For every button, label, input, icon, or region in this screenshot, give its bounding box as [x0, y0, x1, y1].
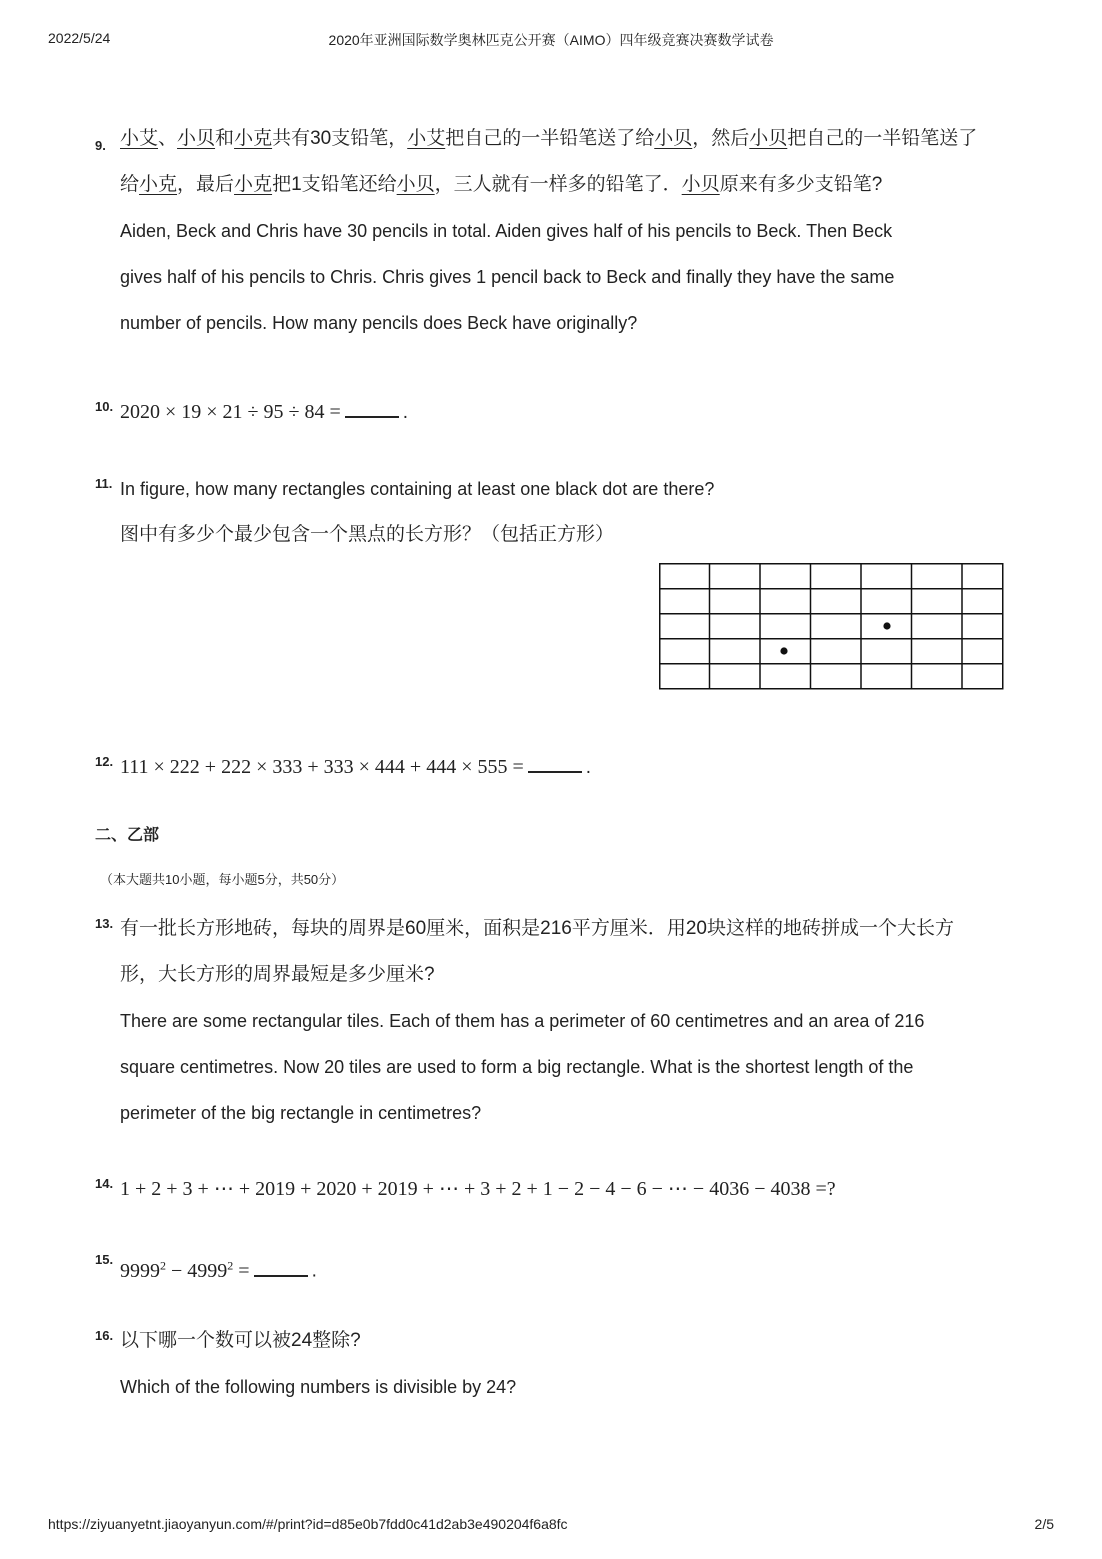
- header-title: 2020年亚洲国际数学奥林匹克公开赛（AIMO）四年级竞赛决赛数学试卷: [328, 32, 774, 48]
- footer-page-number: 2/5: [1034, 1516, 1054, 1532]
- question-number: 14.: [95, 1176, 114, 1191]
- question-9-zh-line-2: [120, 162, 1015, 208]
- text-segment: 原来有多少支铅笔?: [719, 174, 883, 195]
- question-10: [95, 389, 1015, 435]
- question-number: 11.: [95, 476, 113, 491]
- name-beck: 小贝: [749, 128, 788, 149]
- answer-blank: [345, 400, 399, 418]
- answer-blank: [528, 755, 582, 773]
- period: .: [311, 1260, 317, 1282]
- name-chris: 小克: [234, 128, 273, 149]
- text-segment: 把1支铅笔还给: [272, 174, 397, 195]
- text-segment: 、: [158, 128, 178, 149]
- text-segment: 把自己的一半铅笔送了给: [445, 128, 655, 149]
- math-expression: 111 × 222 + 222 × 333 + 333 × 444 + 444 × 555 =: [120, 756, 524, 778]
- header-date: 2022/5/24: [48, 30, 111, 46]
- text-segment: 把自己的一半铅笔送了: [787, 128, 978, 149]
- question-number: 13.: [95, 916, 114, 931]
- question-14: [95, 1166, 1015, 1212]
- black-dot: [883, 622, 890, 629]
- question-13-en-line-2: square centimetres. Now 20 tiles are used to form a big rectangle. What is the shortest length of the: [120, 1057, 914, 1077]
- name-aiden: 小艾: [407, 128, 446, 149]
- operator: =: [238, 1259, 250, 1282]
- question-15: [95, 1242, 1015, 1288]
- section-title: 二、乙部: [95, 827, 160, 844]
- operator: −: [171, 1259, 183, 1282]
- grid-lines: [660, 564, 1003, 689]
- question-16: [95, 1318, 1015, 1410]
- period: .: [585, 757, 592, 778]
- text-segment: 给: [120, 174, 140, 195]
- name-beck: 小贝: [681, 174, 720, 195]
- question-number: 10.: [95, 399, 114, 414]
- name-aiden: 小艾: [120, 128, 159, 149]
- name-beck: 小贝: [177, 128, 216, 149]
- footer-url: https://ziyuanyetnt.jiaoyanyun.com/#/print?id=d85e0b7fdd0c41d2ab3e490204f6a8fc: [48, 1516, 568, 1532]
- question-13-en-line-1: There are some rectangular tiles. Each of them has a perimeter of 60 centimetres and an area of 216: [120, 1011, 925, 1031]
- question-16-zh: 以下哪一个数可以被24整除?: [120, 1330, 361, 1351]
- question-number: 9.: [95, 138, 106, 153]
- question-9-en-line-2: gives half of his pencils to Chris. Chris gives 1 pencil back to Beck and finally they have the same: [120, 267, 895, 287]
- question-13-en-line-3: perimeter of the big rectangle in centimetres?: [120, 1103, 482, 1123]
- question-number: 12.: [95, 754, 114, 769]
- base: 4999: [187, 1259, 228, 1282]
- question-9-en-line-3: number of pencils. How many pencils does Beck have originally?: [120, 313, 638, 333]
- text-segment: 和: [215, 128, 235, 149]
- base: 9999: [120, 1259, 160, 1282]
- math-expression: 2020 × 19 × 21 ÷ 95 ÷ 84 =: [120, 401, 341, 423]
- dot-grid-figure: [659, 563, 1004, 691]
- section-note: （本大题共10小题，每小题5分，共50分）: [100, 872, 345, 887]
- question-9-en-line-1: Aiden, Beck and Chris have 30 pencils in total. Aiden gives half of his pencils to Beck. Then Beck: [120, 221, 893, 241]
- math-expression: 1 + 2 + 3 + ⋯ + 2019 + 2020 + 2019 + ⋯ + 3 + 2 + 1 − 2 − 4 − 6 − ⋯ − 4036 − 4038 =?: [120, 1178, 836, 1200]
- black-dot: [780, 647, 787, 654]
- question-16-en: Which of the following numbers is divisible by 24?: [120, 1377, 517, 1397]
- question-9: [95, 116, 1015, 346]
- exponent: 2: [160, 1258, 166, 1272]
- question-12: [95, 744, 1015, 790]
- math-expression: [120, 1260, 250, 1282]
- question-13-zh-line-2: 形，大长方形的周界最短是多少厘米?: [120, 964, 435, 985]
- question-11-en: In figure, how many rectangles containing at least one black dot are there?: [120, 479, 715, 499]
- question-13: [95, 906, 1015, 1136]
- exponent: 2: [227, 1258, 234, 1272]
- question-number: 16.: [95, 1328, 114, 1343]
- name-beck: 小贝: [396, 174, 435, 195]
- name-chris: 小克: [234, 174, 273, 195]
- question-13-zh-line-1: 有一批长方形地砖，每块的周界是60厘米，面积是216平方厘米．用20块这样的地砖拼成一个大长方: [120, 918, 954, 939]
- text-segment: ，然后: [692, 128, 750, 149]
- question-number: 15.: [95, 1252, 114, 1267]
- text-segment: ，三人就有一样多的铅笔了．: [434, 174, 682, 195]
- text-segment: ，最后: [177, 174, 235, 195]
- name-beck: 小贝: [654, 128, 693, 149]
- period: .: [402, 402, 409, 423]
- name-chris: 小克: [139, 174, 178, 195]
- question-11-zh: 图中有多少个最少包含一个黑点的长方形？（包括正方形）: [120, 524, 615, 545]
- question-9-zh-line-1: [120, 116, 1015, 162]
- answer-blank: [254, 1259, 308, 1277]
- text-segment: 共有30支铅笔，: [272, 128, 408, 149]
- question-11: [95, 466, 1015, 558]
